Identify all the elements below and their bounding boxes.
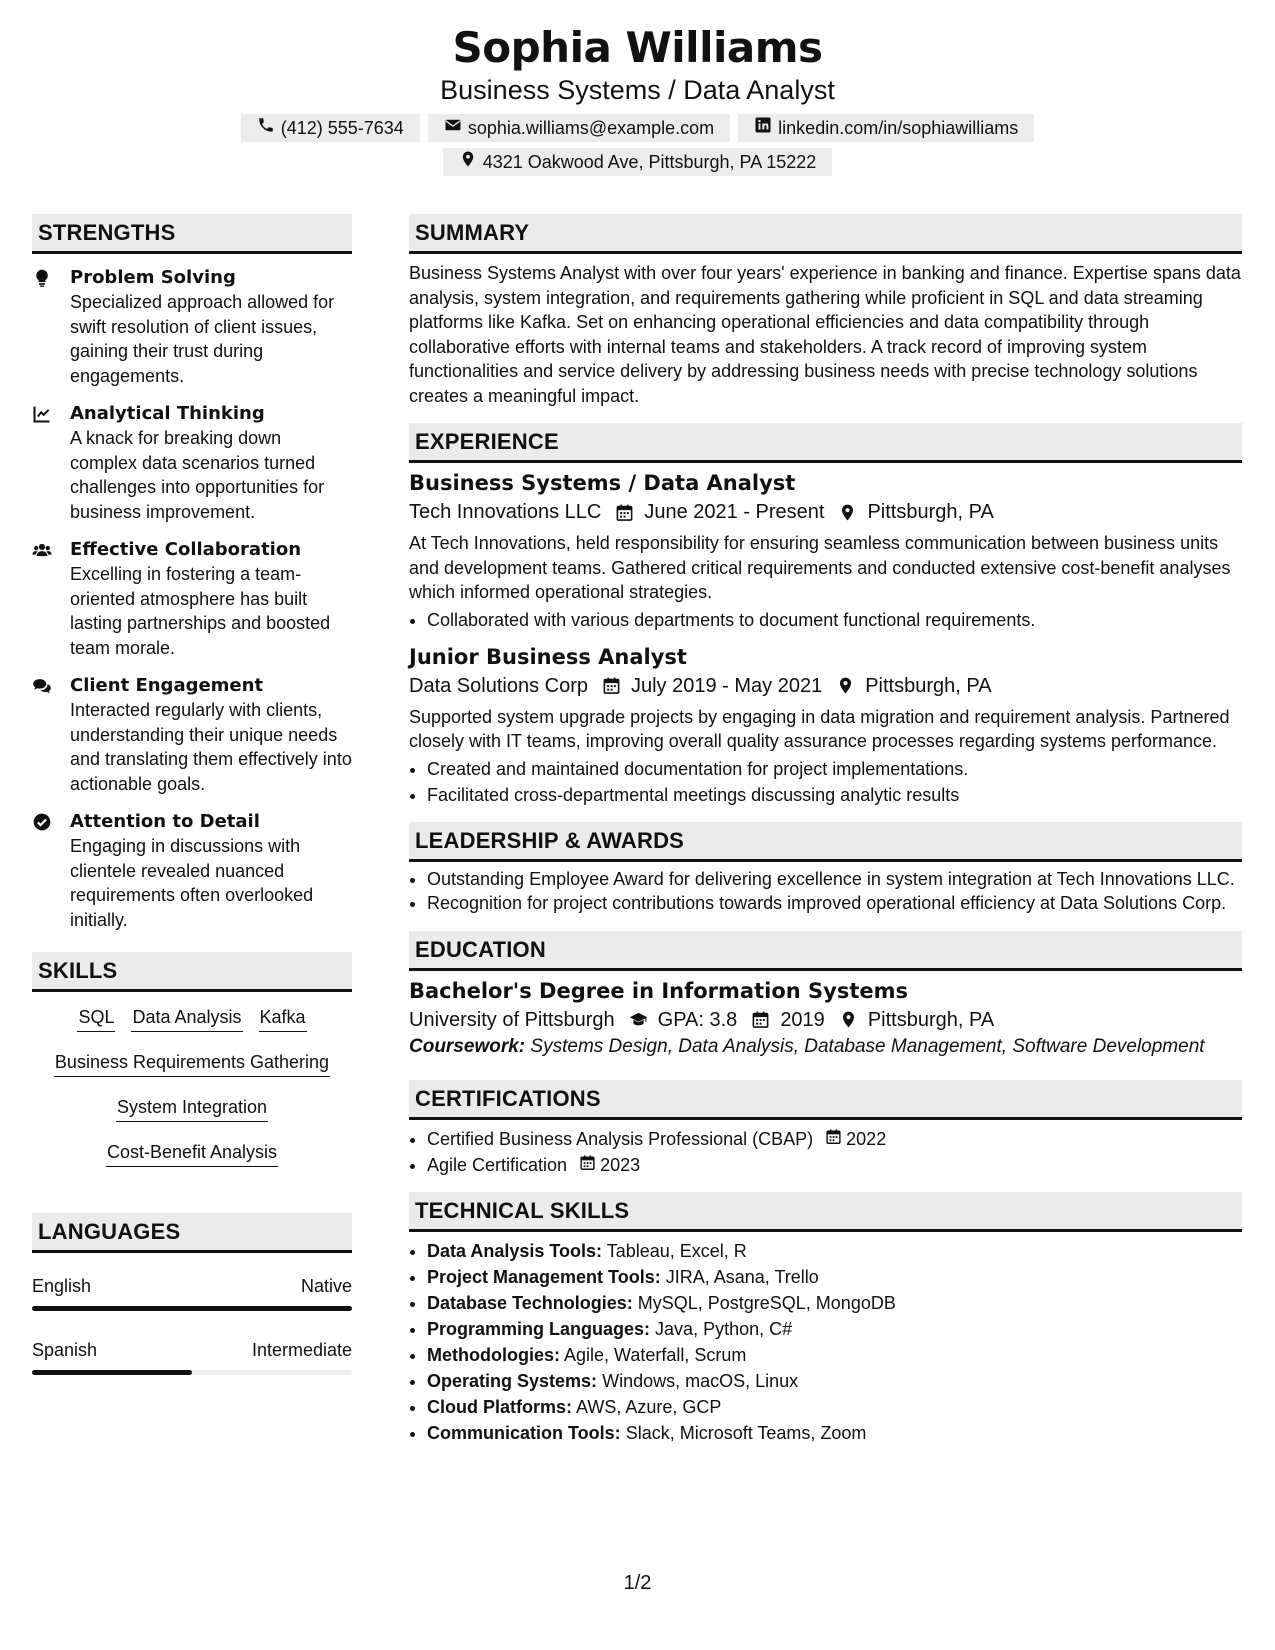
map-marker-icon bbox=[838, 503, 857, 522]
tech-skill-label: Project Management Tools: bbox=[427, 1267, 661, 1287]
strength-desc: Engaging in discussions with clientele revealed nuanced requirements often overlooked initially. bbox=[70, 836, 314, 930]
email-text: sophia.williams@example.com bbox=[467, 118, 715, 138]
job-dates: June 2021 - Present bbox=[644, 501, 825, 523]
tech-skill-value: Agile, Waterfall, Scrum bbox=[564, 1345, 747, 1365]
job-entry bbox=[409, 469, 1242, 633]
address-text: 4321 Oakwood Ave, Pittsburgh, PA 15222 bbox=[482, 152, 817, 172]
language-item bbox=[32, 1339, 352, 1375]
coursework-text: Systems Design, Data Analysis, Database Management, Software Development bbox=[530, 1035, 1205, 1057]
list-item: • Outstanding Employee Award for delivering excellence in system integration at Tech Innovations LLC. bbox=[427, 867, 1242, 892]
tech-skill-value: Windows, macOS, Linux bbox=[602, 1371, 799, 1391]
list-item bbox=[427, 1420, 1242, 1446]
list-item bbox=[427, 1342, 1242, 1368]
languages-heading: LANGUAGES bbox=[32, 1213, 352, 1253]
coursework-label: Coursework: bbox=[409, 1035, 526, 1057]
linkedin-chip[interactable] bbox=[738, 114, 1034, 142]
list-item bbox=[427, 1290, 1242, 1316]
graduation-year: 2019 bbox=[780, 1008, 825, 1031]
certifications-list bbox=[409, 1126, 1242, 1178]
list-item: • Recognition for project contributions towards improved operational efficiency at Data Solutions Corp. bbox=[427, 891, 1242, 916]
job-meta bbox=[409, 497, 1242, 527]
summary-heading: SUMMARY bbox=[409, 214, 1242, 254]
job-meta bbox=[409, 671, 1242, 701]
comments-icon bbox=[32, 674, 70, 796]
language-level: Intermediate bbox=[251, 1340, 352, 1360]
education-entry bbox=[409, 977, 1242, 1060]
users-icon bbox=[32, 538, 70, 660]
tech-skill-label: Programming Languages: bbox=[427, 1319, 651, 1339]
school-name: University of Pittsburgh bbox=[409, 1008, 615, 1031]
skill-tag: System Integration bbox=[116, 1096, 268, 1122]
summary-text: Business Systems Analyst with over four years' experience in banking and finance. Expertise spans data analysis, system integration, and requirements gathering while proficient in SQL and data streaming platforms like Kafka. Set on enhancing operational efficiencies and data compatibility through collaborative efforts with internal teams and stakeholders. A track record of improving system functionalities and service delivery by addressing business needs with precise technology solutions creates a meaningful impact. bbox=[409, 263, 1241, 406]
check-circle-icon bbox=[32, 810, 70, 932]
list-item bbox=[427, 1238, 1242, 1264]
list-item bbox=[427, 1152, 1242, 1178]
right-column bbox=[409, 214, 1242, 1446]
skills-heading: SKILLS bbox=[32, 952, 352, 992]
strength-desc: Specialized approach allowed for swift resolution of client issues, gaining their trust during engagements. bbox=[70, 292, 335, 386]
certification-name: Agile Certification bbox=[427, 1155, 568, 1175]
job-bullets bbox=[409, 756, 1242, 808]
strengths-heading: STRENGTHS bbox=[32, 214, 352, 254]
certification-year-wrap bbox=[825, 1126, 886, 1152]
language-bar bbox=[32, 1306, 352, 1311]
leadership-heading: LEADERSHIP & AWARDS bbox=[409, 822, 1242, 862]
strength-title: Analytical Thinking bbox=[70, 403, 265, 424]
strength-item bbox=[32, 538, 352, 660]
lightbulb-icon bbox=[32, 266, 70, 388]
candidate-role: Business Systems / Data Analyst bbox=[440, 75, 835, 105]
strength-desc: Interacted regularly with clients, understanding their unique needs and translating them effectively into actionable goals. bbox=[70, 700, 352, 794]
company-name: Tech Innovations LLC bbox=[409, 501, 602, 523]
job-entry bbox=[409, 643, 1242, 808]
language-bar bbox=[32, 1370, 352, 1375]
job-location: Pittsburgh, PA bbox=[867, 501, 994, 523]
candidate-name: Sophia Williams bbox=[452, 23, 823, 72]
skill-tag: SQL bbox=[77, 1006, 115, 1032]
experience-heading: EXPERIENCE bbox=[409, 423, 1242, 463]
map-marker-icon bbox=[836, 676, 855, 695]
linkedin-text: linkedin.com/in/sophiawilliams bbox=[778, 118, 1019, 138]
language-name: English bbox=[32, 1276, 92, 1296]
list-item bbox=[427, 1368, 1242, 1394]
list-item bbox=[427, 1126, 1242, 1152]
list-item: • Facilitated cross-departmental meetings discussing analytic results bbox=[427, 782, 1242, 808]
phone-chip[interactable] bbox=[241, 114, 420, 142]
job-bullets bbox=[409, 607, 1242, 633]
page-number: 1/2 bbox=[623, 1572, 652, 1594]
job-description: At Tech Innovations, held responsibility for ensuring seamless communication between business units and development teams. Gathered critical requirements and conducted extensive cost-benefit analyses which informed operational strategies. bbox=[409, 533, 1231, 602]
strength-desc: Excelling in fostering a team-oriented atmosphere has built lasting partnerships and boosted team morale. bbox=[70, 564, 331, 658]
strength-desc: A knack for breaking down complex data scenarios turned challenges into opportunities for business improvement. bbox=[70, 428, 325, 522]
graduation-cap-icon bbox=[629, 1010, 648, 1029]
language-level: Native bbox=[300, 1276, 352, 1296]
degree-title: Bachelor's Degree in Information Systems bbox=[409, 978, 908, 1003]
technical-skills-list bbox=[409, 1238, 1242, 1446]
education-heading: EDUCATION bbox=[409, 931, 1242, 971]
tech-skill-label: Cloud Platforms: bbox=[427, 1397, 573, 1417]
language-bar-fill bbox=[32, 1306, 352, 1311]
calendar-icon bbox=[602, 676, 621, 695]
calendar-icon bbox=[615, 503, 634, 522]
strength-title: Attention to Detail bbox=[70, 811, 260, 832]
language-item bbox=[32, 1275, 352, 1311]
left-column bbox=[32, 214, 352, 1375]
certification-year-wrap bbox=[579, 1152, 640, 1178]
awards-list bbox=[409, 867, 1242, 916]
tech-skill-value: JIRA, Asana, Trello bbox=[665, 1267, 819, 1287]
strength-item bbox=[32, 266, 352, 388]
address-row bbox=[0, 148, 1275, 176]
job-dates: July 2019 - May 2021 bbox=[630, 674, 823, 697]
contact-row bbox=[0, 114, 1275, 142]
chart-line-icon bbox=[32, 402, 70, 524]
strength-title: Problem Solving bbox=[70, 267, 236, 288]
envelope-icon bbox=[444, 114, 462, 142]
job-title: Junior Business Analyst bbox=[409, 644, 687, 669]
skill-tag: Kafka bbox=[259, 1006, 307, 1032]
calendar-icon bbox=[579, 1152, 596, 1178]
phone-text: (412) 555-7634 bbox=[280, 118, 404, 138]
tech-skill-label: Methodologies: bbox=[427, 1345, 560, 1365]
strength-item bbox=[32, 810, 352, 932]
linkedin-icon bbox=[754, 114, 772, 142]
map-marker-icon bbox=[459, 148, 477, 176]
list-item bbox=[427, 1316, 1242, 1342]
tech-skill-label: Operating Systems: bbox=[427, 1371, 598, 1391]
company-name: Data Solutions Corp bbox=[409, 674, 588, 697]
map-marker-icon bbox=[839, 1010, 858, 1029]
list-item: • Created and maintained documentation for project implementations. bbox=[427, 756, 1242, 782]
education-meta bbox=[409, 1005, 1242, 1035]
skill-tag: Business Requirements Gathering bbox=[54, 1051, 330, 1077]
strength-item bbox=[32, 674, 352, 796]
tech-skill-label: Database Technologies: bbox=[427, 1293, 633, 1313]
certification-year: 2022 bbox=[846, 1129, 887, 1149]
job-description: Supported system upgrade projects by engaging in data migration and requirement analysis. Partnered closely with IT teams, improving overall quality assurance processes regarding systems performance. bbox=[409, 706, 1230, 751]
education-location: Pittsburgh, PA bbox=[867, 1008, 995, 1031]
language-bar-fill bbox=[32, 1370, 192, 1375]
list-item bbox=[427, 1394, 1242, 1420]
language-name: Spanish bbox=[32, 1340, 98, 1360]
tech-skill-value: Tableau, Excel, R bbox=[606, 1241, 747, 1261]
tech-skill-value: Slack, Microsoft Teams, Zoom bbox=[625, 1423, 867, 1443]
certification-year: 2023 bbox=[600, 1155, 641, 1175]
address-chip bbox=[443, 148, 833, 176]
calendar-icon bbox=[825, 1126, 842, 1152]
resume-header bbox=[0, 22, 1275, 176]
strength-item bbox=[32, 402, 352, 524]
tech-skill-label: Data Analysis Tools: bbox=[427, 1241, 603, 1261]
skill-tag: Cost-Benefit Analysis bbox=[106, 1141, 278, 1167]
list-item: • Collaborated with various departments to document functional requirements. bbox=[427, 607, 1242, 633]
job-title: Business Systems / Data Analyst bbox=[409, 471, 796, 495]
gpa: GPA: 3.8 bbox=[657, 1008, 738, 1031]
tech-skill-value: Java, Python, C# bbox=[655, 1319, 793, 1339]
tech-skill-label: Communication Tools: bbox=[427, 1423, 621, 1443]
strength-title: Client Engagement bbox=[70, 675, 264, 696]
job-location: Pittsburgh, PA bbox=[865, 674, 992, 697]
skills-list bbox=[32, 1006, 352, 1167]
phone-icon bbox=[257, 114, 275, 142]
list-item bbox=[427, 1264, 1242, 1290]
calendar-icon bbox=[751, 1010, 770, 1029]
skill-tag: Data Analysis bbox=[131, 1006, 242, 1032]
strength-title: Effective Collaboration bbox=[70, 539, 302, 560]
certification-name: Certified Business Analysis Professional (CBAP) bbox=[427, 1129, 814, 1149]
email-chip[interactable] bbox=[428, 114, 730, 142]
technical-skills-heading: TECHNICAL SKILLS bbox=[409, 1192, 1242, 1232]
tech-skill-value: AWS, Azure, GCP bbox=[576, 1397, 722, 1417]
tech-skill-value: MySQL, PostgreSQL, MongoDB bbox=[637, 1293, 896, 1313]
certifications-heading: CERTIFICATIONS bbox=[409, 1080, 1242, 1120]
coursework bbox=[409, 1035, 1242, 1060]
